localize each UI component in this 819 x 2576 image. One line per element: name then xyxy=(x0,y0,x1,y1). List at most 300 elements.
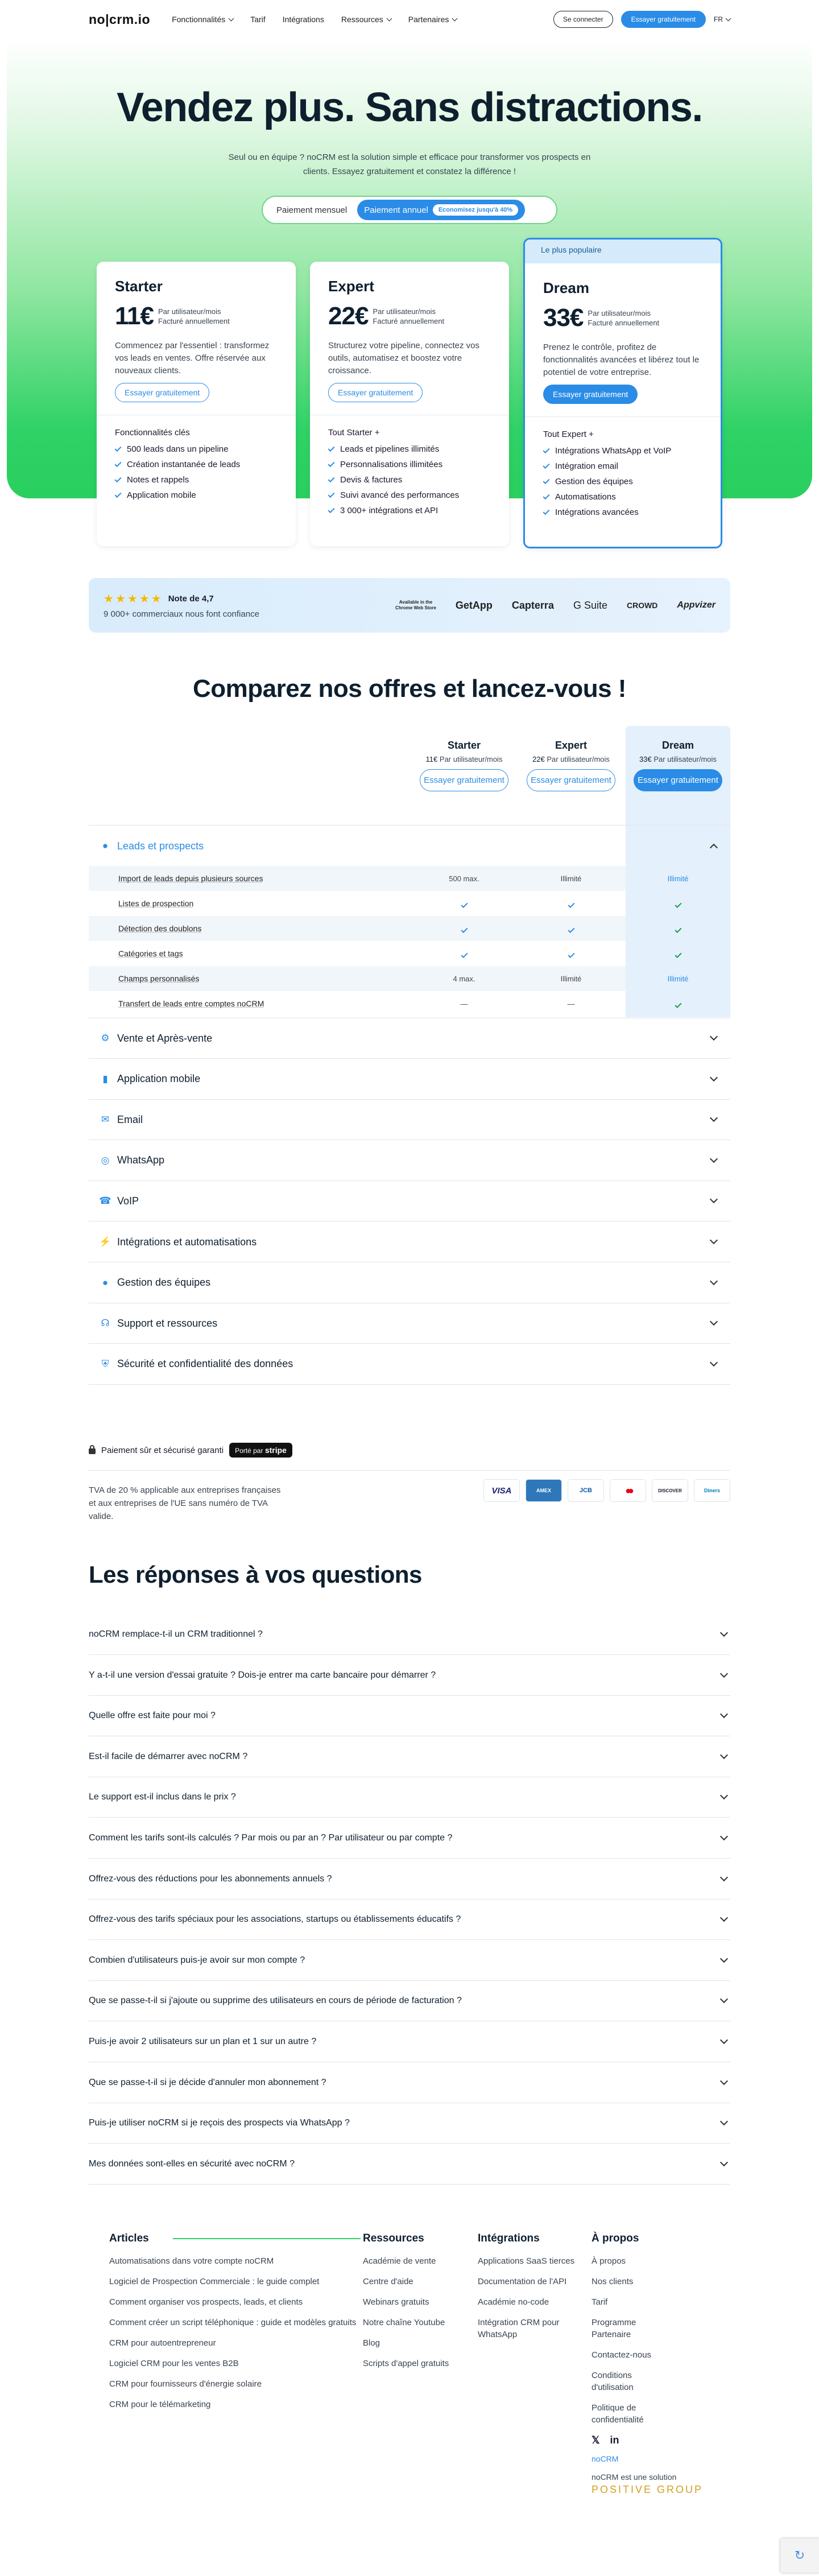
plan-billing: Facturé annuellement xyxy=(588,319,660,327)
divider xyxy=(89,1470,730,1471)
faq-item[interactable] xyxy=(89,2103,730,2144)
billing-toggle xyxy=(262,196,557,224)
chevron-down-icon xyxy=(720,1710,728,1718)
login-button[interactable]: Se connecter xyxy=(553,11,613,28)
tva-notice: TVA de 20 % applicable aux entreprises françaises et aux entreprises de l'UE sans numéro de TVA valide. xyxy=(89,1485,281,1521)
faq-item[interactable] xyxy=(89,1941,730,1981)
nav-item-partenaires[interactable] xyxy=(408,15,457,24)
compare-cell-starter xyxy=(412,924,516,933)
faq-question: Y a-t-il une version d'essai gratuite ? Dois-je entrer ma carte bancaire pour démarrer ? xyxy=(89,1670,436,1680)
nav-item-label: Intégrations xyxy=(282,15,324,24)
shield-icon: ⛨ xyxy=(101,1358,109,1369)
check-icon xyxy=(461,926,468,932)
compare-cell-expert: Illimité xyxy=(560,874,582,883)
nav-actions xyxy=(553,11,730,28)
feature-item xyxy=(328,475,491,485)
getapp-logo[interactable]: GetApp xyxy=(455,599,493,611)
chevron-up-icon xyxy=(710,844,718,852)
faq-item[interactable] xyxy=(89,1656,730,1696)
accordion-phone[interactable] xyxy=(89,1181,730,1221)
compare-row xyxy=(89,966,730,991)
hero-subtitle: Seul ou en équipe ? noCRM est la solution simple et efficace pour transformer vos prospects en clients. Essayez gratuitement et constatez la différence ! xyxy=(228,152,591,176)
stripe-label: stripe xyxy=(264,1446,287,1455)
compare-row-label[interactable]: Listes de prospection xyxy=(118,899,194,908)
check-icon xyxy=(328,460,334,467)
divider xyxy=(89,1384,730,1385)
footer-link[interactable]: CRM pour fournisseurs d'énergie solaire xyxy=(109,2379,262,2389)
compare-plan-price: 33€ xyxy=(639,755,652,763)
compare-cell-dream: Illimité xyxy=(667,974,689,983)
positive-group-logo[interactable]: POSITIVE GROUP xyxy=(592,2484,704,2495)
accordion-label: Intégrations et automatisations xyxy=(117,1236,257,1248)
discover-icon: DISCOVER xyxy=(652,1479,688,1502)
features-heading: Fonctionnalités clés xyxy=(115,428,190,437)
feature-label: Intégrations WhatsApp et VoIP xyxy=(555,446,672,456)
compare-plan-name: Starter xyxy=(447,740,481,751)
feature-label: Gestion des équipes xyxy=(555,477,633,486)
footer-col-articles xyxy=(109,2232,359,2419)
plan-try-button[interactable]: Essayer gratuitement xyxy=(328,383,423,402)
feature-item xyxy=(328,506,491,515)
feature-item xyxy=(543,446,702,456)
compare-cell-expert: Illimité xyxy=(560,974,582,983)
plan-per: Par utilisateur/mois xyxy=(588,309,651,317)
chevron-down-icon xyxy=(720,1751,728,1759)
popular-badge: Le plus populaire xyxy=(525,240,721,263)
faq-item[interactable] xyxy=(89,2063,730,2103)
chevron-down-icon xyxy=(720,1791,728,1799)
rating-banner xyxy=(89,578,730,633)
faq-item[interactable] xyxy=(89,1696,730,1736)
top-navigation xyxy=(0,0,819,39)
plan-description: Structurez votre pipeline, connectez vos outils, automatisez et boostez votre croissance. xyxy=(328,341,479,375)
feature-label: Notes et rappels xyxy=(127,475,189,485)
compare-cell-starter: 4 max. xyxy=(453,974,475,983)
check-icon xyxy=(568,926,574,932)
compare-cell-starter xyxy=(412,899,516,908)
recaptcha-icon[interactable]: ↻ xyxy=(780,2538,819,2573)
plug-icon: ⚡ xyxy=(99,1236,111,1247)
faq-question: Offrez-vous des réductions pour les abonnements annuels ? xyxy=(89,1873,332,1884)
chrome-store-label: Chrome Web Store xyxy=(395,605,436,610)
language-select[interactable] xyxy=(714,15,730,23)
footer-link[interactable]: Comment créer un script téléphonique : guide et modèles gratuits xyxy=(109,2318,357,2327)
compare-cell-starter: 500 max. xyxy=(449,874,479,883)
diners-icon: Diners xyxy=(694,1479,730,1502)
savings-badge: Economisez jusqu'à 40% xyxy=(433,204,518,216)
compare-cell-dream xyxy=(626,899,730,908)
crowd-logo[interactable]: CROWD xyxy=(626,601,658,610)
footer-link[interactable]: Scripts d'appel gratuits xyxy=(363,2359,449,2368)
plan-name: Starter xyxy=(115,278,163,295)
lock-icon xyxy=(89,1448,96,1454)
footer-link[interactable]: Nos clients xyxy=(592,2277,634,2286)
chevron-down-icon xyxy=(720,2036,728,2044)
nav-item-label: Partenaires xyxy=(408,15,449,24)
chevron-down-icon xyxy=(710,1195,718,1203)
footer-heading: Articles xyxy=(109,2232,149,2244)
chrome-store-sub: Available in the xyxy=(399,600,433,605)
faq-question: Offrez-vous des tarifs spéciaux pour les associations, startups ou établissements éducatifs ? xyxy=(89,1914,461,1925)
feature-item xyxy=(115,444,278,454)
nav-item-label: Tarif xyxy=(250,15,266,24)
check-icon xyxy=(461,901,468,907)
phone-icon: ☎ xyxy=(99,1195,111,1207)
plan-price: 11€ xyxy=(115,302,154,330)
compare-row xyxy=(89,991,730,1016)
toggle-annual[interactable] xyxy=(357,200,525,220)
payment-cards xyxy=(483,1479,730,1502)
twitter-icon[interactable]: 𝕏 xyxy=(592,2434,600,2446)
compare-head-dream xyxy=(626,740,730,791)
feature-label: Création instantanée de leads xyxy=(127,460,241,469)
faq-item[interactable] xyxy=(89,1737,730,1777)
compare-plan-per: Par utilisateur/mois xyxy=(653,755,717,763)
feature-item xyxy=(328,490,491,500)
capterra-logo[interactable]: Capterra xyxy=(511,599,554,611)
check-icon xyxy=(543,461,549,468)
compare-cell-expert xyxy=(519,950,623,958)
plan-try-button[interactable]: Essayer gratuitement xyxy=(115,383,209,402)
plan-per: Par utilisateur/mois xyxy=(373,307,436,316)
chevron-down-icon xyxy=(710,1155,718,1163)
compare-try-button[interactable]: Essayer gratuitement xyxy=(420,769,508,791)
chevron-down-icon xyxy=(720,1914,728,1922)
compare-cell-starter xyxy=(412,950,516,958)
check-icon xyxy=(328,506,334,513)
footer-link[interactable]: Tarif xyxy=(592,2297,608,2307)
user-icon: ● xyxy=(102,840,109,851)
footer-heading: Ressources xyxy=(363,2232,424,2244)
compare-cell-dream: Illimité xyxy=(667,874,689,883)
footer-accent-line xyxy=(173,2238,361,2239)
accordion-label: Vente et Après-vente xyxy=(117,1032,213,1044)
feature-item xyxy=(115,475,278,485)
compare-plan-price: 11€ xyxy=(425,755,438,763)
check-icon xyxy=(543,477,549,484)
check-icon xyxy=(543,492,549,499)
trial-button[interactable]: Essayer gratuitement xyxy=(621,11,706,28)
accordion-shield[interactable] xyxy=(89,1344,730,1384)
toggle-monthly[interactable]: Paiement mensuel xyxy=(276,205,348,215)
star-icon: ★ xyxy=(139,593,150,605)
check-icon xyxy=(328,490,334,497)
feature-item xyxy=(328,460,491,469)
star-icon: ★ xyxy=(104,593,114,605)
check-icon xyxy=(114,490,121,497)
plan-card-starter xyxy=(97,262,296,546)
chevron-down-icon xyxy=(710,1074,718,1081)
compare-plan-per: Par utilisateur/mois xyxy=(439,755,503,763)
faq-question: Combien d'utilisateurs puis-je avoir sur mon compte ? xyxy=(89,1955,305,1965)
secure-payment-label: Paiement sûr et sécurisé garanti xyxy=(101,1445,224,1455)
compare-row xyxy=(89,866,730,891)
chevron-down-icon xyxy=(726,15,731,21)
faq-question: Que se passe-t-il si j'ajoute ou supprime des utilisateurs en cours de période de facturation ? xyxy=(89,1996,462,2006)
footer-link[interactable]: Notre chaîne Youtube xyxy=(363,2318,445,2327)
feature-label: 3 000+ intégrations et API xyxy=(340,506,439,515)
feature-label: 500 leads dans un pipeline xyxy=(127,444,229,454)
chevron-down-icon xyxy=(720,2117,728,2125)
check-icon xyxy=(461,951,468,957)
compare-row-label[interactable]: Catégories et tags xyxy=(118,949,183,958)
footer-link[interactable]: Intégration CRM pour WhatsApp xyxy=(478,2318,560,2339)
rating-title: Note de 4,7 xyxy=(168,594,214,604)
appvizer-logo[interactable]: Appvizer xyxy=(677,600,715,610)
faq-item[interactable] xyxy=(89,1615,730,1655)
footer-link[interactable]: Comment organiser vos prospects, leads, et clients xyxy=(109,2297,303,2307)
nav-item-tarif[interactable] xyxy=(250,15,265,24)
check-icon xyxy=(543,446,549,453)
faq-question: noCRM remplace-t-il un CRM traditionnel ? xyxy=(89,1629,263,1639)
accordion-label: Application mobile xyxy=(117,1073,201,1085)
check-icon xyxy=(675,901,681,907)
compare-plan-name: Dream xyxy=(661,740,694,751)
check-icon xyxy=(114,475,121,482)
compare-row xyxy=(89,916,730,941)
check-icon xyxy=(675,1001,681,1008)
jcb-icon: JCB xyxy=(568,1479,604,1502)
feature-item xyxy=(543,492,702,502)
faq-question: Comment les tarifs sont-ils calculés ? Par mois ou par an ? Par utilisateur ou par compte ? xyxy=(89,1833,453,1843)
compare-cell-dream xyxy=(626,1000,730,1008)
chevron-down-icon xyxy=(720,1873,728,1881)
feature-item xyxy=(328,444,491,454)
accordion-headset[interactable] xyxy=(89,1303,730,1343)
check-icon xyxy=(328,444,334,451)
compare-try-button[interactable]: Essayer gratuitement xyxy=(527,769,615,791)
compare-cell-expert xyxy=(519,899,623,908)
faq-question: Puis-je avoir 2 utilisateurs sur un plan et 1 sur un autre ? xyxy=(89,2037,317,2046)
faq-item[interactable] xyxy=(89,1777,730,1818)
language-label: FR xyxy=(714,15,723,23)
linkedin-icon[interactable]: in xyxy=(610,2434,619,2446)
compare-row-label[interactable]: Champs personnalisés xyxy=(118,974,200,983)
accordion-plug[interactable] xyxy=(89,1222,730,1262)
compare-row-label[interactable]: Transfert de leads entre comptes noCRM xyxy=(118,999,264,1008)
compare-row xyxy=(89,891,730,916)
faq-question: Quelle offre est faite pour moi ? xyxy=(89,1711,216,1721)
footer-heading: Intégrations xyxy=(478,2232,540,2244)
chevron-down-icon xyxy=(720,2158,728,2166)
plan-price: 22€ xyxy=(328,302,369,330)
footer-link[interactable]: Centre d'aide xyxy=(363,2277,413,2286)
footer-link[interactable]: Académie no-code xyxy=(478,2297,549,2307)
footer-link[interactable]: Documentation de l'API xyxy=(478,2277,567,2286)
nav-item-fonctionnalites[interactable] xyxy=(172,15,233,24)
footer-heading: À propos xyxy=(592,2232,639,2244)
check-icon xyxy=(675,951,681,957)
logo[interactable] xyxy=(89,12,150,27)
chevron-down-icon xyxy=(720,1955,728,1963)
chevron-down-icon xyxy=(710,1277,718,1285)
faq-question: Puis-je utiliser noCRM si je reçois des prospects via WhatsApp ? xyxy=(89,2118,350,2128)
feature-label: Application mobile xyxy=(127,490,196,500)
social-links xyxy=(592,2434,717,2446)
faq-item[interactable] xyxy=(89,1981,730,2021)
feature-label: Automatisations xyxy=(555,492,616,502)
nav-item-ressources[interactable] xyxy=(341,15,391,24)
amex-icon: AMEX xyxy=(526,1479,562,1502)
footer-col-integrations xyxy=(478,2232,580,2349)
accordion-label: VoIP xyxy=(117,1195,139,1207)
compare-plan-price: 22€ xyxy=(532,755,545,763)
footer-link[interactable]: Programme Partenaire xyxy=(592,2318,636,2339)
compare-cell-dream xyxy=(626,950,730,958)
accordion-label: Gestion des équipes xyxy=(117,1277,211,1289)
faq-item[interactable] xyxy=(89,1859,730,1900)
compare-title: Comparez nos offres et lancez-vous ! xyxy=(193,675,626,703)
review-logos xyxy=(395,600,715,612)
accordion-leads-prospects[interactable] xyxy=(89,826,730,866)
gsuite-logo[interactable]: G Suite xyxy=(573,599,607,611)
chevron-down-icon xyxy=(720,2077,728,2085)
footer-brand-line: noCRM est une solution xyxy=(592,2472,677,2482)
plan-card-dream xyxy=(523,238,722,548)
plan-price: 33€ xyxy=(543,304,584,332)
toggle-annual-label: Paiement annuel xyxy=(364,205,428,215)
features-heading: Tout Starter + xyxy=(328,428,380,437)
chevron-down-icon xyxy=(452,15,458,21)
headset-icon: ☊ xyxy=(101,1318,110,1329)
accordion-users[interactable] xyxy=(89,1263,730,1303)
chevron-down-icon xyxy=(720,1832,728,1840)
plan-description: Prenez le contrôle, profitez de fonctionnalités avancées et libérez tout le potentiel de votre entreprise. xyxy=(543,342,700,377)
accordion-sitemap[interactable] xyxy=(89,1018,730,1058)
accordion-mobile[interactable] xyxy=(89,1059,730,1099)
chevron-down-icon xyxy=(229,15,234,21)
chevron-down-icon xyxy=(710,1318,718,1326)
faq-item[interactable] xyxy=(89,2022,730,2062)
accordion-whatsapp[interactable] xyxy=(89,1141,730,1180)
accordion-label: Support et ressources xyxy=(117,1317,218,1329)
chevron-down-icon xyxy=(720,1995,728,2003)
plan-billing: Facturé annuellement xyxy=(373,317,445,325)
plan-name: Expert xyxy=(328,278,374,295)
compare-head-starter xyxy=(412,740,516,791)
feature-item xyxy=(543,507,702,517)
feature-label: Intégration email xyxy=(555,461,618,471)
footer-link[interactable]: Politique de confidentialité xyxy=(592,2403,644,2425)
secure-payment xyxy=(89,1443,292,1458)
feature-label: Suivi avancé des performances xyxy=(340,490,460,500)
compare-row xyxy=(89,941,730,966)
plan-name: Dream xyxy=(543,279,589,296)
feature-label: Intégrations avancées xyxy=(555,507,639,517)
plan-billing: Facturé annuellement xyxy=(158,317,230,325)
chevron-down-icon xyxy=(710,1033,718,1041)
feature-label: Personnalisations illimitées xyxy=(340,460,443,469)
faq-item[interactable] xyxy=(89,1900,730,1940)
feature-item xyxy=(115,460,278,469)
chevron-down-icon xyxy=(720,1629,728,1637)
footer-link[interactable]: Logiciel de Prospection Commerciale : le guide complet xyxy=(109,2277,320,2286)
footer-link[interactable]: Logiciel CRM pour les ventes B2B xyxy=(109,2359,239,2368)
plan-description: Commencez par l'essentiel : transformez vos leads en ventes. Offre réservée aux nouveaux clients. xyxy=(115,341,270,375)
divider xyxy=(525,416,721,417)
footer-link[interactable]: CRM pour autoentrepreneur xyxy=(109,2338,216,2348)
compare-row-label[interactable]: Import de leads depuis plusieurs sources xyxy=(118,874,263,883)
logo-text: no|crm.io xyxy=(89,11,151,27)
compare-plan-name: Expert xyxy=(555,740,588,751)
faq-item[interactable] xyxy=(89,1818,730,1859)
faq-question: Que se passe-t-il si je décide d'annuler mon abonnement ? xyxy=(89,2077,326,2087)
accordion-label: Sécurité et confidentialité des données xyxy=(117,1358,293,1370)
plan-card-expert xyxy=(310,262,509,546)
chevron-down-icon xyxy=(710,1359,718,1367)
visa-icon: VISA xyxy=(483,1479,520,1502)
mobile-icon: ▮ xyxy=(102,1073,108,1084)
check-icon xyxy=(328,475,334,482)
feature-label: Leads et pipelines illimités xyxy=(340,444,440,454)
footer-brand: noCRM xyxy=(592,2454,619,2463)
footer-link[interactable]: Automatisations dans votre compte noCRM xyxy=(109,2256,274,2266)
features-heading: Tout Expert + xyxy=(543,430,594,439)
whatsapp-icon: ◎ xyxy=(101,1154,110,1166)
compare-cell-expert xyxy=(519,924,623,933)
rating-subtitle: 9 000+ commerciaux nous font confiance xyxy=(104,609,259,619)
chevron-down-icon xyxy=(386,15,392,21)
footer-col-apropos xyxy=(592,2232,717,2496)
chevron-down-icon xyxy=(710,1236,718,1244)
compare-cell-dream xyxy=(626,924,730,933)
mastercard-icon: ●● xyxy=(610,1479,646,1502)
footer-link[interactable]: Applications SaaS tierces xyxy=(478,2256,575,2266)
compare-row-label[interactable]: Détection des doublons xyxy=(118,924,202,933)
check-icon xyxy=(114,460,121,467)
accordion-label: Leads et prospects xyxy=(117,840,204,852)
nav-item-label: Fonctionnalités xyxy=(172,15,226,24)
star-icon: ★ xyxy=(151,593,162,605)
check-icon xyxy=(568,951,574,957)
rating-stars xyxy=(104,592,162,606)
feature-item xyxy=(543,461,702,471)
stripe-badge xyxy=(229,1443,292,1458)
star-icon: ★ xyxy=(115,593,126,605)
accordion-label: Email xyxy=(117,1113,143,1125)
check-icon xyxy=(675,926,681,932)
faq-question: Le support est-il inclus dans le prix ? xyxy=(89,1792,236,1802)
chrome-store-logo[interactable] xyxy=(395,600,436,611)
footer-link[interactable]: CRM pour le télémarketing xyxy=(109,2400,211,2409)
nav-item-integrations[interactable] xyxy=(283,15,324,24)
check-icon xyxy=(568,901,574,907)
footer-link[interactable]: À propos xyxy=(592,2256,626,2266)
plan-try-button[interactable]: Essayer gratuitement xyxy=(543,385,638,404)
accordion-label: WhatsApp xyxy=(117,1154,165,1166)
plan-per: Par utilisateur/mois xyxy=(158,307,221,316)
compare-try-button[interactable]: Essayer gratuitement xyxy=(634,769,722,791)
faq-question: Mes données sont-elles en sécurité avec noCRM ? xyxy=(89,2158,295,2169)
hero-title: Vendez plus. Sans distractions. xyxy=(117,85,702,130)
feature-item xyxy=(543,477,702,486)
users-icon: ● xyxy=(102,1277,109,1288)
footer-link[interactable]: Conditions d'utilisation xyxy=(592,2371,634,2392)
footer-link[interactable]: Blog xyxy=(363,2338,380,2348)
chevron-down-icon xyxy=(710,1114,718,1122)
feature-item xyxy=(115,490,278,500)
compare-cell-expert: — xyxy=(567,999,575,1008)
compare-cell-starter: — xyxy=(460,999,468,1008)
chevron-down-icon xyxy=(720,1670,728,1678)
footer-link[interactable]: Webinars gratuits xyxy=(363,2297,429,2307)
footer-link[interactable]: Académie de vente xyxy=(363,2256,436,2266)
faq-item[interactable] xyxy=(89,2144,730,2185)
accordion-envelope[interactable] xyxy=(89,1100,730,1140)
nav-item-label: Ressources xyxy=(341,15,383,24)
footer-link[interactable]: Contactez-nous xyxy=(592,2350,652,2360)
check-icon xyxy=(543,507,549,514)
